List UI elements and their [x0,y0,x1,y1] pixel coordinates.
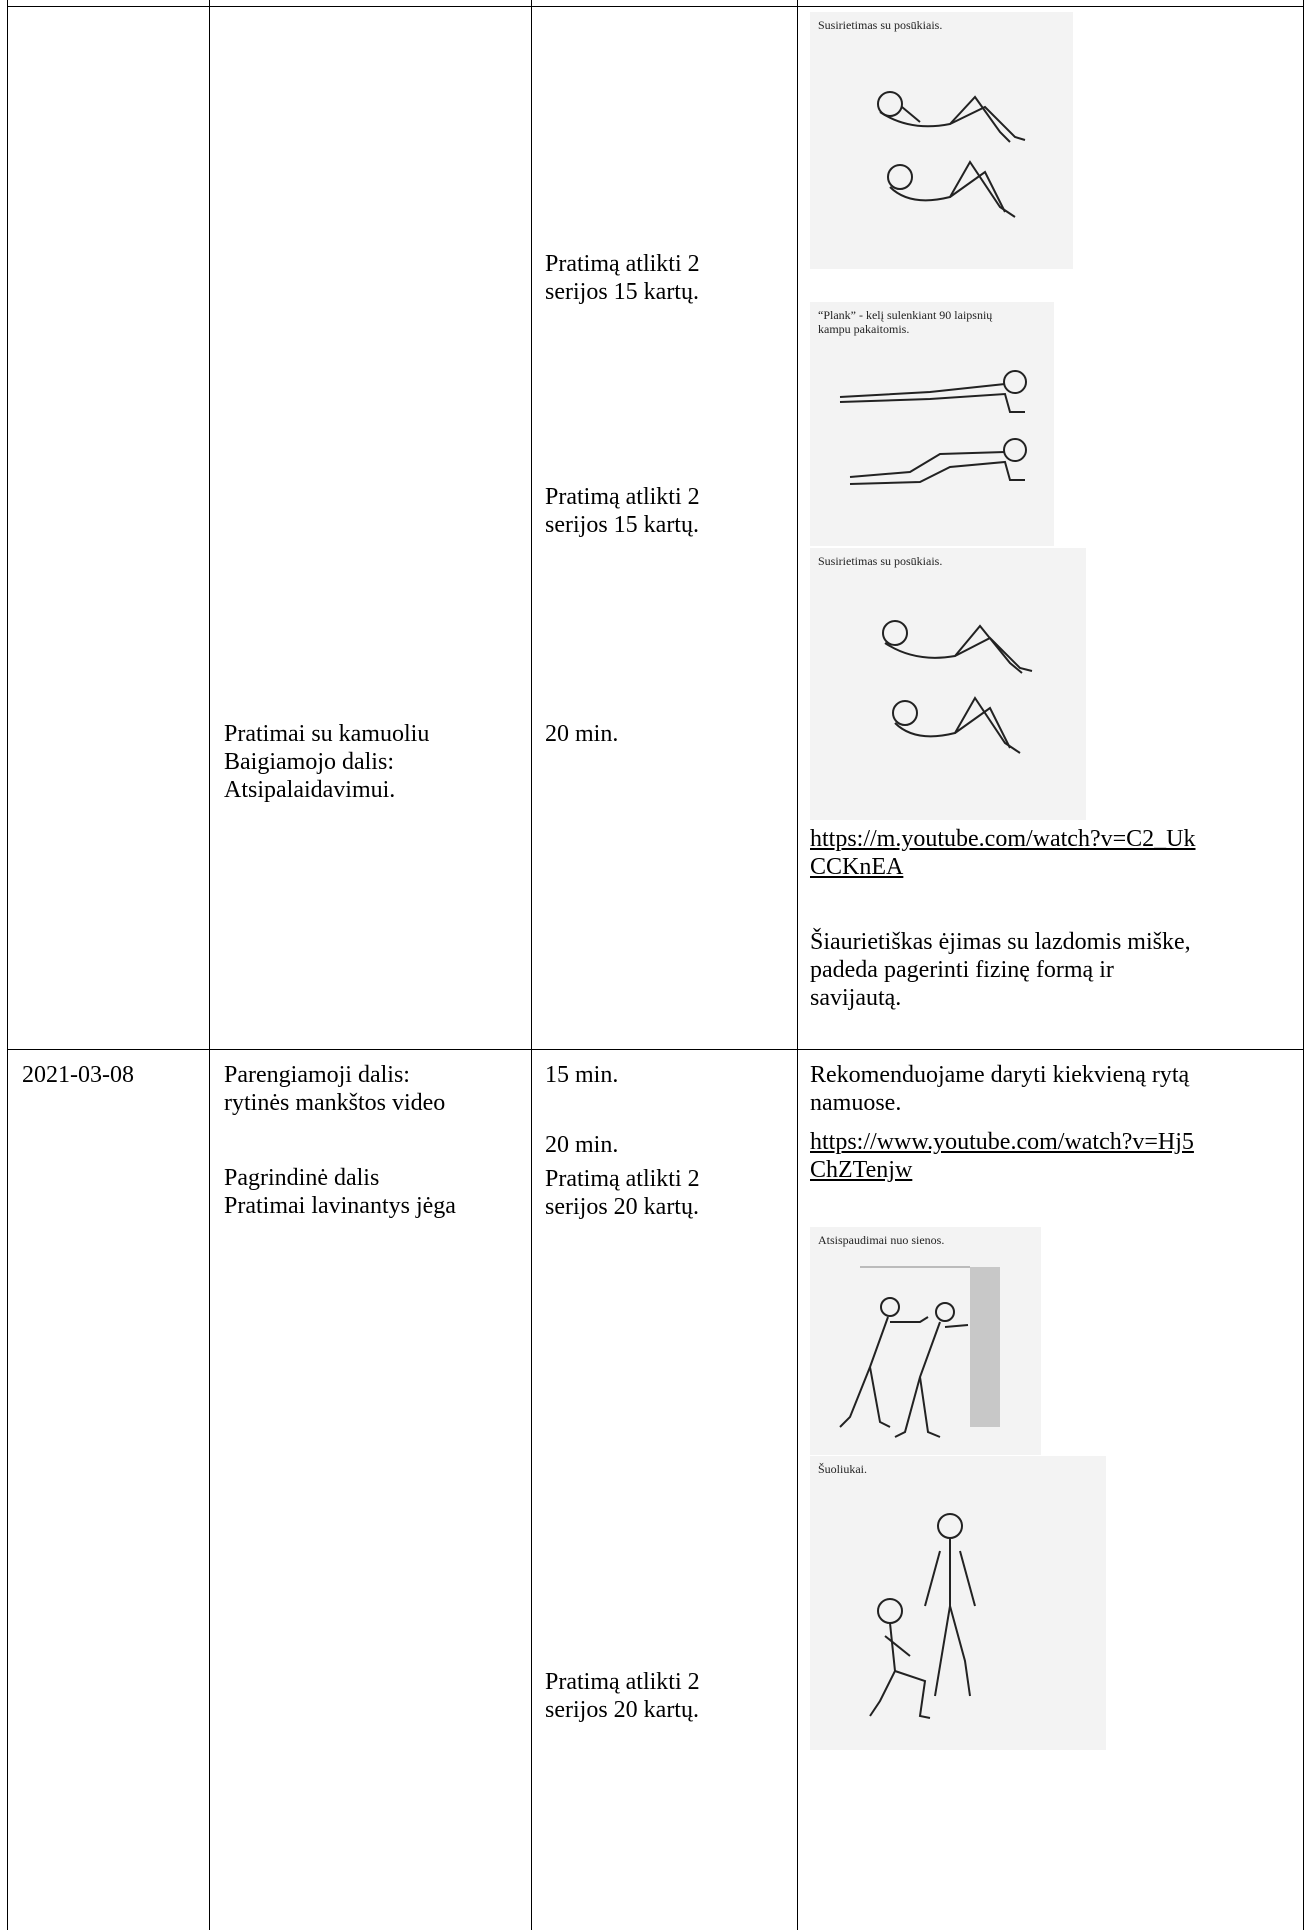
table-border-left [7,0,8,1930]
wall-pushup-drawing [810,1227,1041,1455]
date-cell: 2021-03-08 [22,1062,134,1088]
sets-text: Pratimą atlikti 2 serijos 15 kartų. [545,484,700,538]
table-border-col3 [797,0,798,1930]
table-row-divider [7,1049,1304,1050]
figure-caption: Atsispaudimai nuo sienos. [818,1233,945,1247]
ball-exercises-text: Pratimai su kamuoliu Baigiamojo dalis: Atsipalaidavimui. [224,721,430,803]
jump-squat-illustration [810,1456,1106,1750]
main-part-text: Pagrindinė dalis Pratimai lavinantys jėga [224,1165,456,1219]
nordic-walking-text: Šiaurietiškas ėjimas su lazdomis miške, padeda pagerinti fizinę formą ir savijautą. [810,929,1191,1011]
duration-text: 20 min. [545,1132,619,1158]
warmup-text: Parengiamoji dalis: rytinės mankštos video [224,1062,446,1116]
duration-text: 20 min. [545,721,619,747]
figure-caption: Susirietimas su posūkiais. [818,554,943,568]
figure-caption: Šuoliukai. [818,1462,868,1476]
sets-text: Pratimą atlikti 2 serijos 20 kartų. [545,1669,700,1723]
sets-text: Pratimą atlikti 2 serijos 15 kartų. [545,251,700,305]
duration-text: 15 min. [545,1062,619,1088]
figure-caption: “Plank” - kelį sulenkiant 90 laipsnių kampu pakaitomis. [818,308,993,336]
video-link[interactable]: https://www.youtube.com/watch?v=Hj5 ChZTenjw [810,1129,1194,1183]
recommendation-text: Rekomenduojame daryti kiekvieną rytą namuose. [810,1062,1190,1116]
plank-illustration [810,302,1054,546]
table-border-right [1303,0,1304,1930]
video-link[interactable]: https://m.youtube.com/watch?v=C2_Uk CCKnEA [810,826,1196,880]
table-border-col1 [209,0,210,1930]
crunch-twist-illustration [810,548,1086,820]
wall-pushup-illustration [810,1227,1041,1455]
plank-drawing [810,302,1054,546]
table-border-col2 [531,0,532,1930]
figure-caption: Susirietimas su posūkiais. [818,18,943,32]
jump-squat-drawing [810,1456,1106,1750]
table-border-top [7,6,1304,7]
crunch-drawing [810,548,1086,820]
crunch-twist-illustration [810,12,1073,269]
crunch-drawing [810,12,1073,269]
sets-text: Pratimą atlikti 2 serijos 20 kartų. [545,1166,700,1220]
